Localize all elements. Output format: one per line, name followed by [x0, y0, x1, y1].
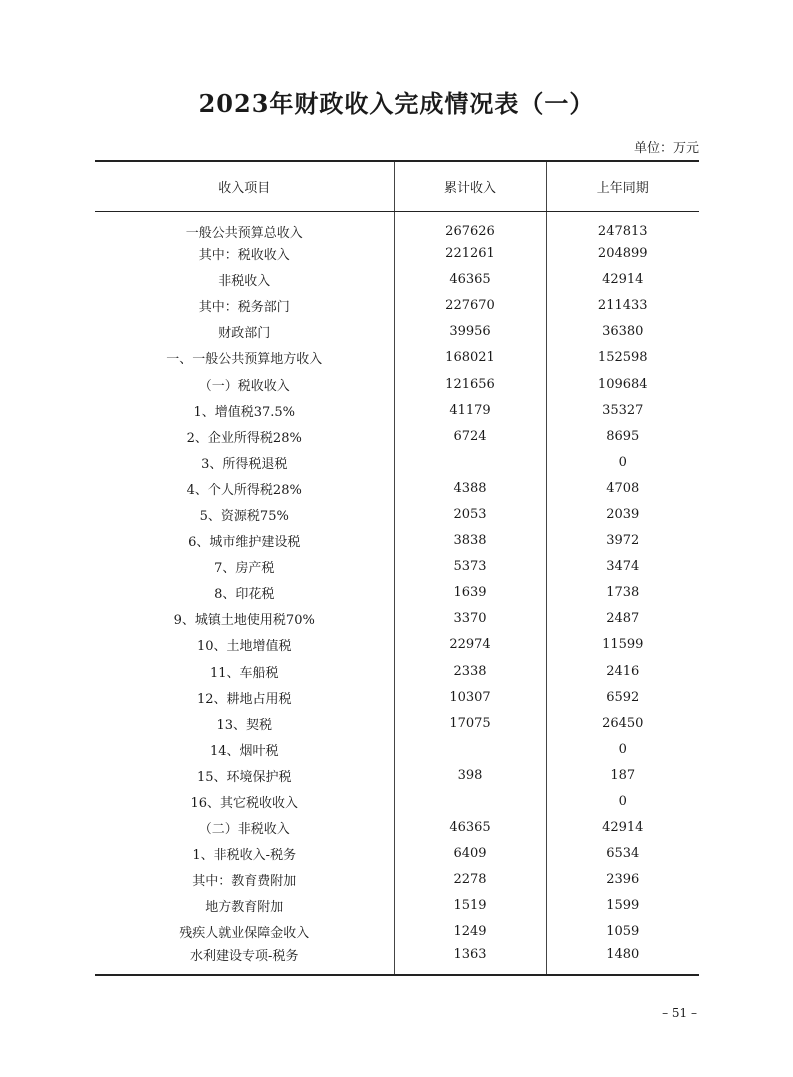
row-cumulative-cell: 3838: [394, 528, 546, 554]
table-row: [95, 211, 699, 241]
row-cumulative-cell: 267626: [394, 211, 546, 241]
row-item-cell: 16、其它税收收入: [190, 796, 299, 812]
row-previous-year-cell: 2039: [546, 501, 699, 527]
column-header-item: 收入项目: [95, 161, 394, 211]
row-item-cell: 8、印花税: [214, 587, 275, 603]
row-cumulative-cell: [394, 449, 546, 475]
revenue-table: [95, 160, 699, 976]
table-row: [95, 475, 699, 501]
table-row: [95, 293, 699, 319]
table-row: [95, 345, 699, 371]
row-item-cell: 6、城市维护建设税: [188, 535, 301, 551]
row-cumulative-cell: 2338: [394, 658, 546, 684]
row-item-cell: 4、个人所得税28%: [186, 482, 302, 498]
row-cumulative-cell: 2278: [394, 867, 546, 893]
row-item-cell: 9、城镇土地使用税70%: [173, 613, 315, 629]
table-row: [95, 658, 699, 684]
row-previous-year-cell: 3474: [546, 554, 699, 580]
table-row: [95, 528, 699, 554]
row-previous-year-cell: 1738: [546, 580, 699, 606]
table-row: [95, 841, 699, 867]
row-cumulative-cell: 1519: [394, 893, 546, 919]
page-number: – 51 –: [662, 1006, 697, 1020]
table-row: [95, 710, 699, 736]
row-previous-year-cell: 187: [546, 762, 699, 788]
row-item-cell: （一）税收收入: [198, 378, 290, 394]
row-previous-year-cell: 36380: [546, 319, 699, 345]
row-previous-year-cell: 3972: [546, 528, 699, 554]
table-row: [95, 319, 699, 345]
row-previous-year-cell: 0: [546, 788, 699, 814]
table-row: [95, 893, 699, 919]
row-item-cell: 15、环境保护税: [196, 769, 292, 785]
table-row: [95, 632, 699, 658]
table-row: [95, 371, 699, 397]
table-body: [95, 211, 699, 975]
table-row: [95, 945, 699, 975]
row-cumulative-cell: 39956: [394, 319, 546, 345]
row-cumulative-cell: 22974: [394, 632, 546, 658]
row-cumulative-cell: 3370: [394, 606, 546, 632]
row-cumulative-cell: 1249: [394, 919, 546, 945]
row-previous-year-cell: 4708: [546, 475, 699, 501]
row-item-cell: 10、土地增值税: [196, 639, 292, 655]
table-row: [95, 449, 699, 475]
row-previous-year-cell: 2487: [546, 606, 699, 632]
table-row: [95, 423, 699, 449]
revenue-table-container: [95, 160, 699, 976]
row-previous-year-cell: 1059: [546, 919, 699, 945]
row-cumulative-cell: 1363: [394, 945, 546, 975]
page-title: 2023年财政收入完成情况表（一）: [198, 89, 595, 118]
row-previous-year-cell: 0: [546, 449, 699, 475]
row-cumulative-cell: 2053: [394, 501, 546, 527]
row-cumulative-cell: 17075: [394, 710, 546, 736]
row-item-cell: 11、车船税: [209, 665, 279, 681]
row-item-cell: 水利建设专项-税务: [95, 945, 394, 975]
row-item-cell: 14、烟叶税: [209, 743, 279, 759]
row-item-cell: 其中：税务部门: [198, 300, 290, 316]
table-row: [95, 815, 699, 841]
row-cumulative-cell: 1639: [394, 580, 546, 606]
table-row: [95, 788, 699, 814]
row-cumulative-cell: 398: [394, 762, 546, 788]
row-previous-year-cell: 211433: [546, 293, 699, 319]
row-cumulative-cell: 227670: [394, 293, 546, 319]
row-cumulative-cell: 4388: [394, 475, 546, 501]
row-item-cell: 非税收入: [218, 274, 271, 290]
row-cumulative-cell: [394, 736, 546, 762]
row-previous-year-cell: 42914: [546, 267, 699, 293]
unit-label: 单位：万元: [633, 141, 699, 156]
column-header-cumulative: 累计收入: [394, 161, 546, 211]
row-cumulative-cell: 6724: [394, 423, 546, 449]
table-row: [95, 397, 699, 423]
row-previous-year-cell: 1480: [546, 945, 699, 975]
row-previous-year-cell: 152598: [546, 345, 699, 371]
row-item-cell: 一、一般公共预算地方收入: [166, 352, 323, 368]
row-cumulative-cell: 121656: [394, 371, 546, 397]
row-previous-year-cell: 204899: [546, 241, 699, 267]
row-item-cell: 12、耕地占用税: [196, 691, 292, 707]
table-row: [95, 919, 699, 945]
row-cumulative-cell: [394, 788, 546, 814]
table-row: [95, 867, 699, 893]
row-item-cell: 13、契税: [216, 717, 273, 733]
row-previous-year-cell: 109684: [546, 371, 699, 397]
row-item-cell: 其中：教育费附加: [192, 874, 297, 890]
table-header-row: [95, 161, 699, 211]
table-row: [95, 762, 699, 788]
row-item-cell: 2、企业所得税28%: [186, 430, 302, 446]
row-previous-year-cell: 42914: [546, 815, 699, 841]
row-previous-year-cell: 8695: [546, 423, 699, 449]
table-row: [95, 267, 699, 293]
row-cumulative-cell: 10307: [394, 684, 546, 710]
table-row: [95, 501, 699, 527]
row-previous-year-cell: 1599: [546, 893, 699, 919]
row-cumulative-cell: 46365: [394, 267, 546, 293]
row-cumulative-cell: 46365: [394, 815, 546, 841]
table-row: [95, 606, 699, 632]
table-row: [95, 580, 699, 606]
row-previous-year-cell: 2396: [546, 867, 699, 893]
row-cumulative-cell: 41179: [394, 397, 546, 423]
row-previous-year-cell: 6534: [546, 841, 699, 867]
row-cumulative-cell: 5373: [394, 554, 546, 580]
row-cumulative-cell: 168021: [394, 345, 546, 371]
table-row: [95, 684, 699, 710]
row-item-cell: 7、房产税: [214, 561, 275, 577]
row-item-cell: 5、资源税75%: [199, 508, 289, 524]
table-row: [95, 241, 699, 267]
row-previous-year-cell: 247813: [546, 211, 699, 241]
row-item-cell: 1、增值税37.5%: [193, 404, 296, 420]
row-previous-year-cell: 26450: [546, 710, 699, 736]
row-item-cell: 残疾人就业保障金收入: [179, 926, 310, 942]
row-item-cell: 1、非税收入-税务: [192, 848, 297, 864]
row-item-cell: （二）非税收入: [198, 822, 290, 838]
row-cumulative-cell: 221261: [394, 241, 546, 267]
row-item-cell: 一般公共预算总收入: [185, 225, 303, 241]
row-previous-year-cell: 11599: [546, 632, 699, 658]
row-item-cell: 财政部门: [218, 326, 271, 342]
row-previous-year-cell: 2416: [546, 658, 699, 684]
row-item-cell: 其中：税收收入: [198, 248, 290, 264]
table-row: [95, 554, 699, 580]
row-previous-year-cell: 0: [546, 736, 699, 762]
row-item-cell: 3、所得税退税: [201, 456, 288, 472]
table-row: [95, 736, 699, 762]
row-item-cell: 地方教育附加: [205, 900, 284, 916]
row-cumulative-cell: 6409: [394, 841, 546, 867]
column-header-previous-year: 上年同期: [546, 161, 699, 211]
row-previous-year-cell: 35327: [546, 397, 699, 423]
row-previous-year-cell: 6592: [546, 684, 699, 710]
